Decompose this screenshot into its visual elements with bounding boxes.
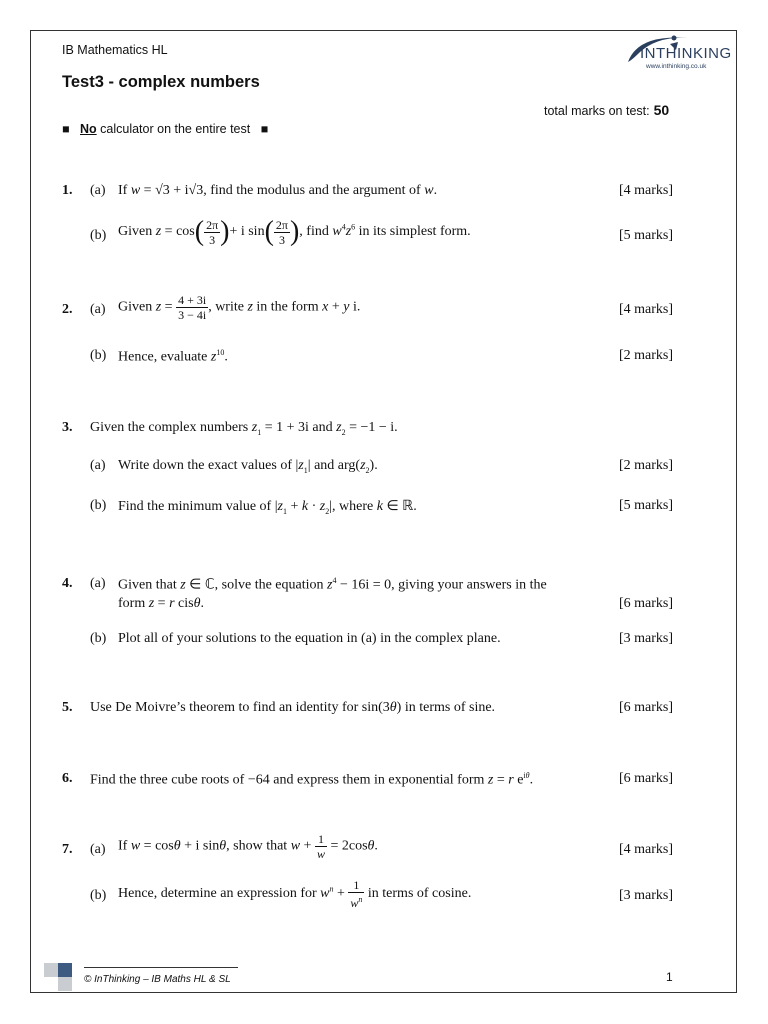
marks-label: [5 marks] bbox=[619, 498, 674, 513]
marks-label: [5 marks] bbox=[619, 228, 674, 243]
part-label: (b) bbox=[90, 348, 107, 363]
marks-label: [3 marks] bbox=[619, 631, 674, 646]
part-label: (b) bbox=[90, 498, 107, 513]
total-marks-value: 50 bbox=[653, 102, 670, 118]
question-number: 7. bbox=[62, 842, 73, 857]
calculator-notice bbox=[62, 122, 268, 136]
question-4a-text-line2: form z = r cisθ. bbox=[118, 596, 204, 611]
question-5-text: Use De Moivre’s theorem to find an identity for sin(3θ) in terms of sine. bbox=[90, 700, 496, 715]
part-label: (a) bbox=[90, 576, 106, 591]
page-number: 1 bbox=[666, 970, 673, 984]
question-3a-text: Write down the exact values of $|z_1|$ and $arg(z_2)$. bbox=[118, 458, 378, 475]
marks-label: [4 marks] bbox=[619, 183, 674, 198]
course-name: IB Mathematics HL bbox=[62, 43, 168, 57]
question-number: 5. bbox=[62, 700, 73, 715]
marks-label: [6 marks] bbox=[619, 596, 674, 611]
part-label: (a) bbox=[90, 183, 106, 198]
calc-no: No bbox=[79, 122, 97, 136]
marks-label: [4 marks] bbox=[619, 842, 674, 857]
question-7b-text: Hence, determine an expression for $w^n$ + $\frac{1}{w^n}$ in terms of cosine. bbox=[118, 878, 472, 910]
marks-label: [6 marks] bbox=[619, 700, 674, 715]
question-number: 1. bbox=[62, 183, 73, 198]
question-3b-text: Find the minimum value of $|z_1 + k \cdot z_2|$, where k ∈ ℝ. bbox=[118, 499, 417, 516]
marks-label: [2 marks] bbox=[619, 348, 674, 363]
question-number: 2. bbox=[62, 302, 73, 317]
marks-label: [4 marks] bbox=[619, 302, 674, 317]
question-6-text: Find the three cube roots of −64 and express them in exponential form z = r $e^{i\theta}$. bbox=[90, 771, 534, 788]
question-7a-text: If w = cosθ + i sinθ, show that w + $\frac{1}{w}$ = 2cosθ. bbox=[118, 832, 378, 861]
question-1b-text: Given z = cos( $\frac{2\pi}{3}$ )+ i sin( $\frac{2\pi}{3}$ ), find $w^4z^6$ in its simplest form. bbox=[118, 216, 471, 247]
footer-square-icon bbox=[58, 977, 72, 991]
calc-rest: calculator on the entire test bbox=[100, 122, 251, 136]
marks-label: [3 marks] bbox=[619, 888, 674, 903]
footer-divider bbox=[84, 967, 238, 968]
question-4b-text: Plot all of your solutions to the equation in (a) in the complex plane. bbox=[118, 631, 501, 646]
marks-label: [2 marks] bbox=[619, 458, 674, 473]
question-4a-text: Given that z ∈ ℂ, solve the equation $z^4 - 16i = 0$, giving your answers in the bbox=[118, 576, 547, 593]
footer-copyright: © InThinking – IB Maths HL & SL bbox=[84, 974, 231, 985]
question-number: 6. bbox=[62, 771, 73, 786]
bullet-icon: ■ bbox=[62, 122, 70, 136]
footer-square-icon bbox=[44, 963, 58, 977]
question-3-stem: Given the complex numbers $z_1 = 1 + 3i$ and $z_2 = -1 - i$. bbox=[90, 420, 398, 437]
total-marks-label: total marks on test: bbox=[544, 104, 650, 118]
part-label: (a) bbox=[90, 842, 106, 857]
question-number: 4. bbox=[62, 576, 73, 591]
bullet-icon: ■ bbox=[260, 122, 269, 136]
test-title: Test3 - complex numbers bbox=[62, 73, 260, 91]
logo-url: www.inthinking.co.uk bbox=[646, 63, 707, 70]
question-1a-text: If w = √3 + i√3, find the modulus and the argument of w. bbox=[118, 183, 438, 198]
total-marks bbox=[544, 102, 669, 118]
part-label: (b) bbox=[90, 888, 107, 903]
question-2b-text: Hence, evaluate $z^{10}$. bbox=[118, 348, 228, 365]
part-label: (a) bbox=[90, 458, 106, 473]
part-label: (b) bbox=[90, 631, 107, 646]
footer-square-icon bbox=[58, 963, 72, 977]
part-label: (b) bbox=[90, 228, 107, 243]
question-number: 3. bbox=[62, 420, 73, 435]
marks-label: [6 marks] bbox=[619, 771, 674, 786]
logo-text: INTHINKING bbox=[640, 45, 732, 62]
question-2a-text: Given z = $\frac{4 + 3i}{3 - 4i}$ , write z in the form x + y i. bbox=[118, 293, 361, 322]
part-label: (a) bbox=[90, 302, 106, 317]
